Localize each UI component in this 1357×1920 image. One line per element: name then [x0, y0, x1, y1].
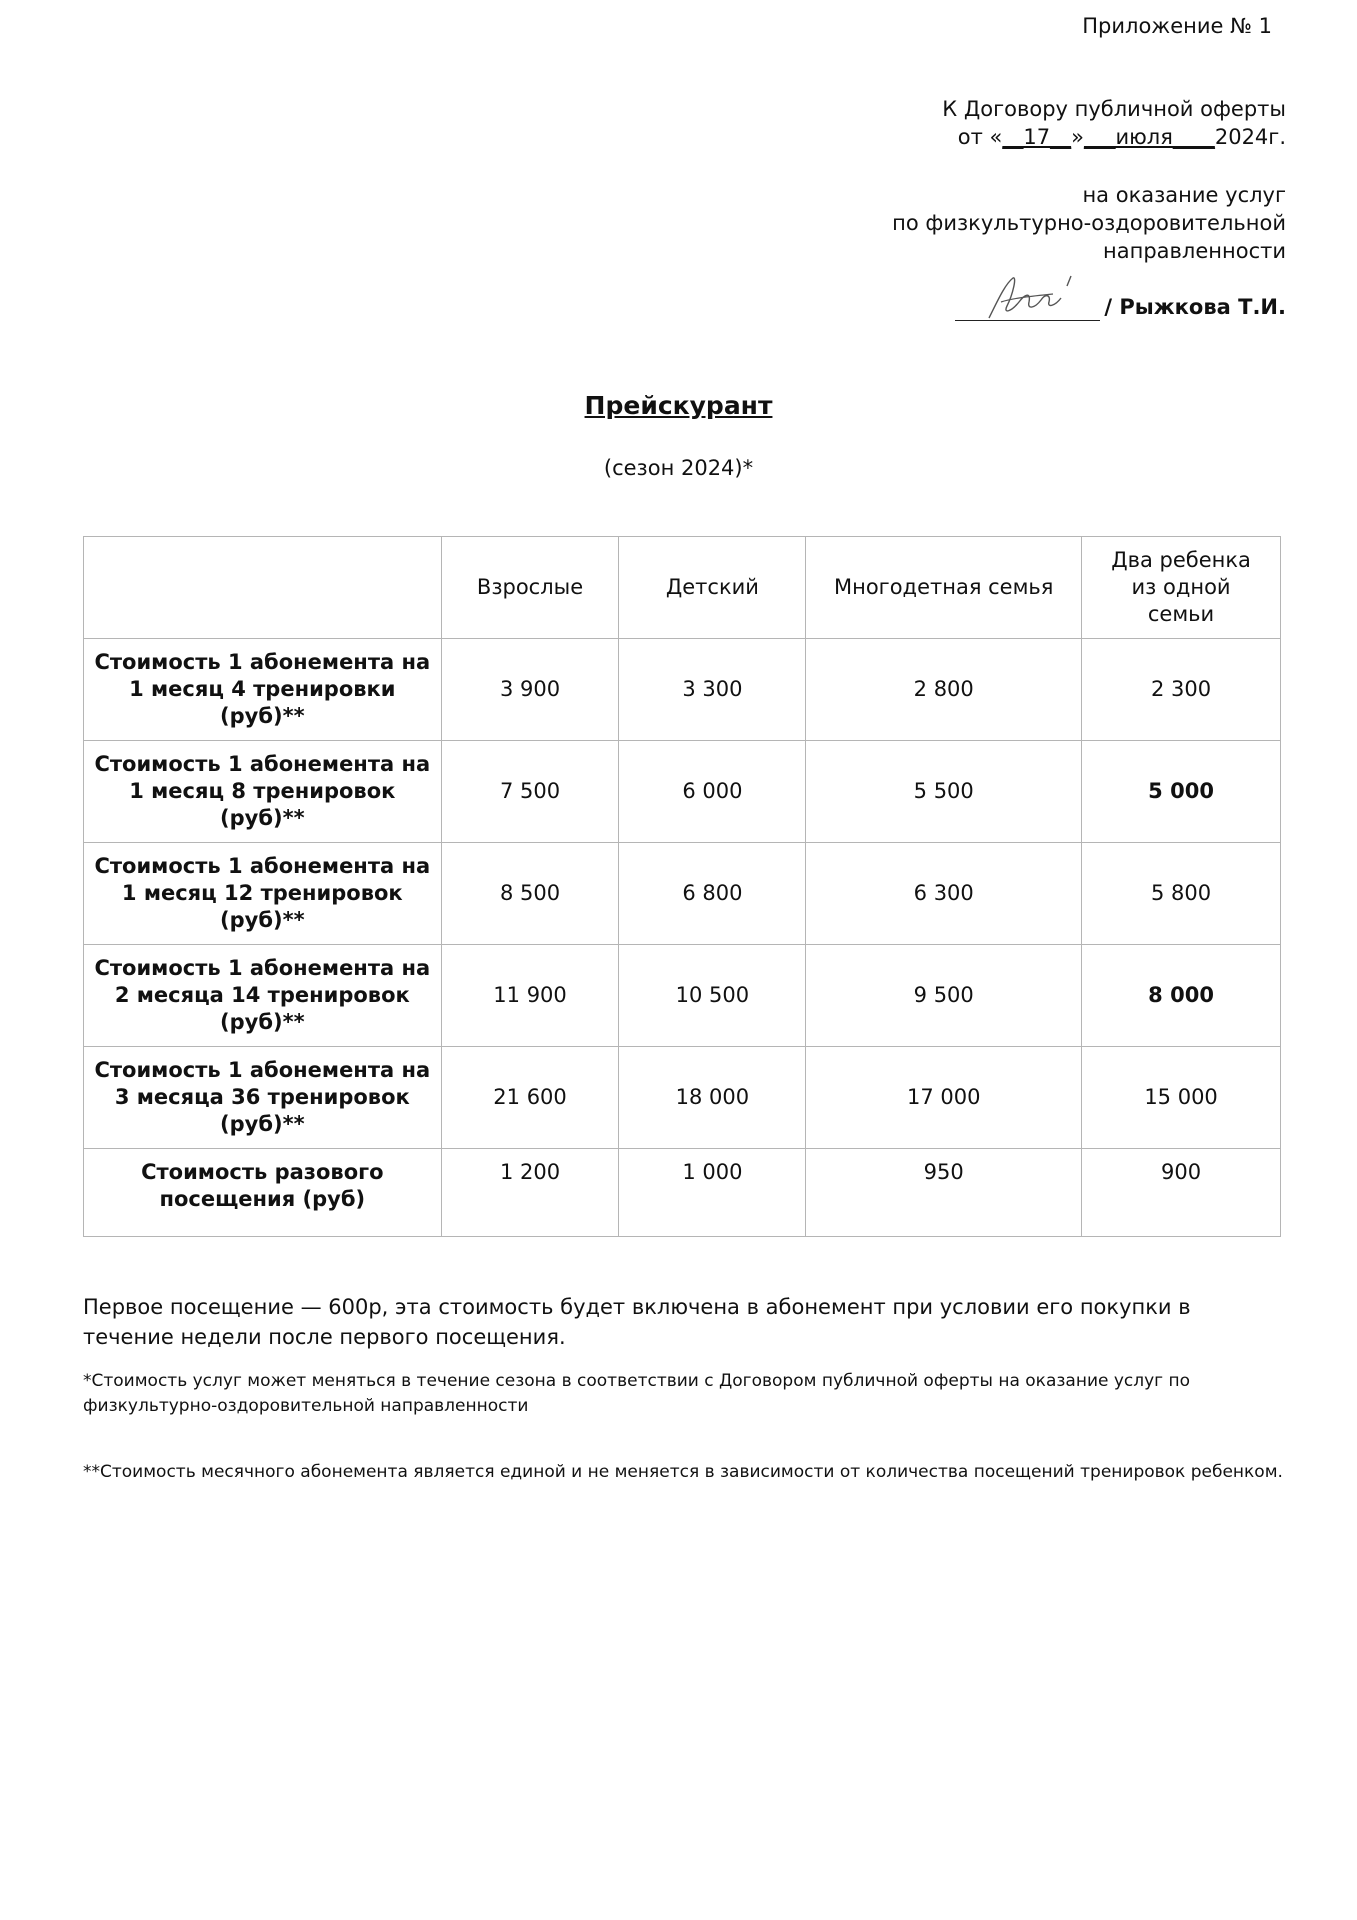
signature-line — [955, 292, 1286, 321]
first-visit-note: Первое посещение — 600р, эта стоимость будет включена в абонемент при условии его покупки в течение недели после первого посещения. — [83, 1295, 1191, 1349]
price-cell: 8 500 — [441, 843, 619, 945]
price-cell: 1 000 — [619, 1149, 806, 1237]
column-header-adults: Взрослые — [441, 537, 619, 639]
price-cell: 950 — [806, 1149, 1082, 1237]
price-cell: 2 300 — [1082, 639, 1281, 741]
contract-date — [942, 123, 1286, 151]
table-row — [84, 1047, 1281, 1149]
service-line-1: на оказание услуг — [1082, 183, 1286, 207]
price-cell: 1 200 — [441, 1149, 619, 1237]
price-cell: 21 600 — [441, 1047, 619, 1149]
price-cell: 11 900 — [441, 945, 619, 1047]
price-cell: 3 900 — [441, 639, 619, 741]
row-label: Стоимость 1 абонемента на 2 месяца 14 тренировок (руб)** — [84, 945, 442, 1047]
row-label: Стоимость 1 абонемента на 1 месяц 8 тренировок (руб)** — [84, 741, 442, 843]
table-row — [84, 741, 1281, 843]
column-header-two-children: Два ребенка из одной семьи — [1082, 537, 1281, 639]
signatory-name: / Рыжкова Т.И. — [1104, 295, 1286, 319]
annex-label: Приложение № 1 — [1082, 14, 1272, 38]
price-cell: 2 800 — [806, 639, 1082, 741]
table-row — [84, 639, 1281, 741]
table-row — [84, 1149, 1281, 1237]
date-month: ___июля____ — [1083, 125, 1215, 149]
table-row — [84, 843, 1281, 945]
price-cell: 5 800 — [1082, 843, 1281, 945]
date-day: __17__ — [1002, 125, 1072, 149]
service-description — [892, 181, 1286, 265]
column-header-large-family: Многодетная семья — [806, 537, 1082, 639]
page-title: Прейскурант — [584, 391, 773, 420]
date-year: 2024г. — [1214, 125, 1286, 149]
price-cell: 9 500 — [806, 945, 1082, 1047]
price-cell: 6 300 — [806, 843, 1082, 945]
table-header-row — [84, 537, 1281, 639]
row-label: Стоимость 1 абонемента на 1 месяц 12 тренировок (руб)** — [84, 843, 442, 945]
season-subtitle: (сезон 2024)* — [603, 456, 754, 480]
price-cell: 5 500 — [806, 741, 1082, 843]
price-cell: 6 800 — [619, 843, 806, 945]
price-cell: 3 300 — [619, 639, 806, 741]
handwritten-signature — [983, 272, 1093, 324]
price-cell: 10 500 — [619, 945, 806, 1047]
price-cell: 18 000 — [619, 1047, 806, 1149]
contract-title: К Договору публичной оферты — [942, 97, 1286, 121]
date-mid: » — [1071, 125, 1084, 149]
price-cell: 15 000 — [1082, 1047, 1281, 1149]
column-header-empty — [84, 537, 442, 639]
price-cell: 17 000 — [806, 1047, 1082, 1149]
row-label: Стоимость разового посещения (руб) — [84, 1149, 442, 1237]
price-table — [83, 536, 1281, 1237]
service-line-3: направленности — [1103, 239, 1286, 263]
row-label: Стоимость 1 абонемента на 1 месяц 4 тренировки (руб)** — [84, 639, 442, 741]
row-label: Стоимость 1 абонемента на 3 месяца 36 тренировок (руб)** — [84, 1047, 442, 1149]
price-cell: 900 — [1082, 1149, 1281, 1237]
price-cell: 8 000 — [1082, 945, 1281, 1047]
footnote-monthly-subscription: **Стоимость месячного абонемента является единой и не меняется в зависимости от количества посещений тренировок ребенком. — [83, 1462, 1283, 1482]
table-row — [84, 945, 1281, 1047]
signature-blank — [955, 292, 1100, 321]
price-cell: 7 500 — [441, 741, 619, 843]
service-line-2: по физкультурно-оздоровительной — [892, 211, 1286, 235]
price-cell: 6 000 — [619, 741, 806, 843]
price-cell: 5 000 — [1082, 741, 1281, 843]
footnote-price-change: *Стоимость услуг может меняться в течение сезона в соответствии с Договором публичной оферты на оказание услуг по физкультурно-оздоровительной направленности — [83, 1371, 1191, 1416]
date-prefix: от « — [957, 125, 1003, 149]
column-header-children: Детский — [619, 537, 806, 639]
contract-reference — [942, 95, 1286, 151]
